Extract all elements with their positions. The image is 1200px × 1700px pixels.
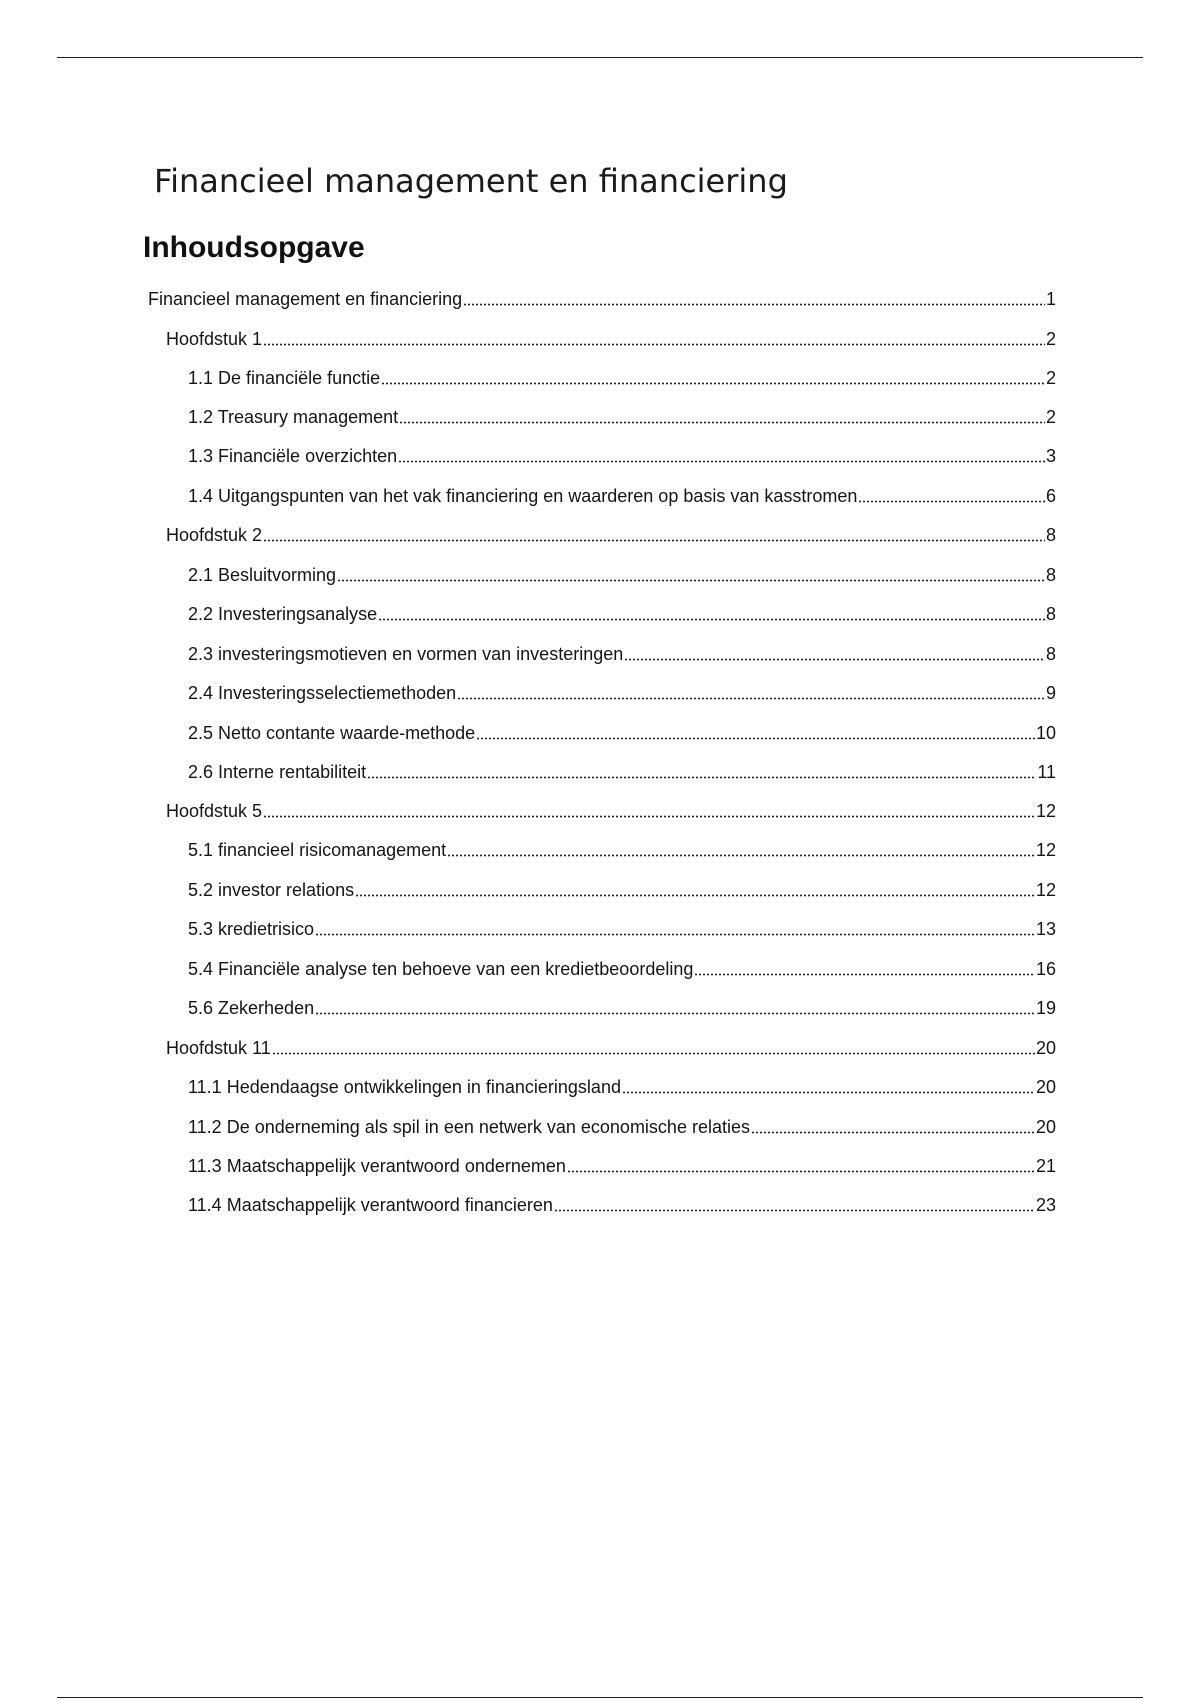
toc-dot-leader (399, 421, 1045, 424)
toc-entry-page: 21 (1035, 1156, 1056, 1176)
toc-entry-section-5-1[interactable] (188, 837, 1056, 861)
toc-dot-leader (694, 973, 1035, 976)
toc-entry-section-1-3[interactable] (188, 443, 1056, 467)
toc-entry-label: 5.6 Zekerheden (188, 998, 315, 1018)
toc-entry-page: 12 (1035, 880, 1056, 900)
toc-dot-leader (554, 1209, 1035, 1212)
toc-dot-leader (367, 776, 1036, 779)
toc-entry-label: 5.3 kredietrisico (188, 919, 315, 939)
toc-dot-leader (463, 303, 1045, 306)
toc-dot-leader (315, 1012, 1035, 1015)
toc-entry-label: 2.1 Besluitvorming (188, 565, 337, 585)
toc-entry-page: 12 (1035, 801, 1056, 821)
toc-entry-chapter-2[interactable] (166, 522, 1056, 546)
toc-entry-page: 19 (1035, 998, 1056, 1018)
toc-dot-leader (272, 1052, 1035, 1055)
toc-entry-section-2-1[interactable] (188, 562, 1056, 586)
toc-entry-label: Hoofdstuk 2 (166, 525, 263, 545)
toc-entry-label: 1.3 Financiële overzichten (188, 446, 398, 466)
toc-dot-leader (315, 933, 1035, 936)
toc-entry-chapter-11[interactable] (166, 1035, 1056, 1059)
toc-entry-page: 11 (1037, 762, 1056, 782)
toc-entry-page: 20 (1035, 1077, 1056, 1097)
toc-dot-leader (398, 460, 1045, 463)
toc-entry-page: 13 (1035, 919, 1056, 939)
toc-entry-label: 2.2 Investeringsanalyse (188, 604, 378, 624)
toc-entry-label: 11.2 De onderneming als spil in een netwerk van economische relaties (188, 1117, 750, 1137)
toc-entry-section-11-1[interactable] (188, 1074, 1056, 1098)
toc-dot-leader (622, 1091, 1035, 1094)
toc-entry-section-11-2[interactable] (188, 1114, 1056, 1138)
toc-entry-label: 2.6 Interne rentabiliteit (188, 762, 367, 782)
toc-dot-leader (381, 382, 1045, 385)
toc-entry-page: 9 (1045, 683, 1056, 703)
toc-entry-section-2-3[interactable] (188, 641, 1056, 665)
toc-entry-label: 1.1 De financiële functie (188, 368, 381, 388)
toc-entry-section-11-4[interactable] (188, 1192, 1056, 1216)
toc-dot-leader (567, 1170, 1035, 1173)
toc-entry-section-5-6[interactable] (188, 995, 1056, 1019)
toc-entry-label: 2.3 investeringsmotieven en vormen van investeringen (188, 644, 624, 664)
toc-entry-section-1-1[interactable] (188, 365, 1056, 389)
toc-dot-leader (457, 697, 1045, 700)
toc-entry-label: 5.1 financieel risicomanagement (188, 840, 447, 860)
footer-rule (57, 1697, 1143, 1698)
toc-entry-page: 8 (1045, 525, 1056, 545)
toc-entry-section-1-4[interactable] (188, 483, 1056, 507)
toc-entry-section-5-2[interactable] (188, 877, 1056, 901)
toc-entry-section-2-5[interactable] (188, 720, 1056, 744)
toc-entry-label: 5.2 investor relations (188, 880, 355, 900)
toc-entry-chapter-5[interactable] (166, 798, 1056, 822)
toc-entry-page: 3 (1045, 446, 1056, 466)
toc-entry-page: 2 (1045, 407, 1056, 427)
toc-entry-section-11-3[interactable] (188, 1153, 1056, 1177)
toc-dot-leader (355, 894, 1035, 897)
toc-entry-label: Hoofdstuk 1 (166, 329, 263, 349)
toc-entry-section-5-4[interactable] (188, 956, 1056, 980)
toc-dot-leader (263, 539, 1045, 542)
toc-dot-leader (447, 854, 1035, 857)
toc-dot-leader (263, 815, 1035, 818)
toc-entry-page: 1 (1045, 289, 1056, 309)
toc-entry-page: 16 (1035, 959, 1056, 979)
toc-entry-label: 1.2 Treasury management (188, 407, 399, 427)
toc-entry-section-2-6[interactable] (188, 759, 1056, 783)
toc-entry-section-1-2[interactable] (188, 404, 1056, 428)
toc-dot-leader (624, 658, 1045, 661)
toc-entry-label: 11.3 Maatschappelijk verantwoord ondernemen (188, 1156, 566, 1176)
toc-entry-label: Hoofdstuk 5 (166, 801, 263, 821)
document-title: Financieel management en financiering (154, 162, 788, 200)
toc-entry-page: 8 (1045, 604, 1056, 624)
toc-entry-page: 20 (1035, 1038, 1056, 1058)
toc-entry-chapter-1[interactable] (166, 326, 1056, 350)
toc-entry-label: 5.4 Financiële analyse ten behoeve van een kredietbeoordeling (188, 959, 694, 979)
toc-entry-page: 6 (1045, 486, 1056, 506)
toc-dot-leader (751, 1131, 1035, 1134)
toc-entry-page: 8 (1045, 644, 1056, 664)
toc-entry-section-2-2[interactable] (188, 601, 1056, 625)
toc-entry-page: 23 (1035, 1195, 1056, 1215)
toc-entry-section-5-3[interactable] (188, 916, 1056, 940)
toc-dot-leader (337, 579, 1045, 582)
toc-entry-label: 11.1 Hedendaagse ontwikkelingen in financieringsland (188, 1077, 621, 1097)
toc-dot-leader (858, 500, 1045, 503)
toc-dot-leader (378, 618, 1045, 621)
toc-entry-label: 2.4 Investeringsselectiemethoden (188, 683, 457, 703)
toc-entry-label: Financieel management en financiering (148, 289, 463, 309)
toc-entry-label: 2.5 Netto contante waarde-methode (188, 723, 476, 743)
toc-entry-page: 8 (1045, 565, 1056, 585)
toc-entry-label: Hoofdstuk 11 (166, 1038, 271, 1058)
toc-entry-section-2-4[interactable] (188, 680, 1056, 704)
toc-dot-leader (476, 737, 1035, 740)
toc-entry-label: 11.4 Maatschappelijk verantwoord financieren (188, 1195, 553, 1215)
toc-entry-page: 12 (1035, 840, 1056, 860)
toc-heading: Inhoudsopgave (143, 231, 365, 264)
toc-entry-page: 20 (1035, 1117, 1056, 1137)
toc-entry-document[interactable] (148, 286, 1056, 310)
toc-entry-page: 10 (1035, 723, 1056, 743)
toc-entry-page: 2 (1045, 329, 1056, 349)
toc-entry-page: 2 (1045, 368, 1056, 388)
toc-entry-label: 1.4 Uitgangspunten van het vak financiering en waarderen op basis van kasstromen (188, 486, 858, 506)
toc-dot-leader (263, 343, 1045, 346)
